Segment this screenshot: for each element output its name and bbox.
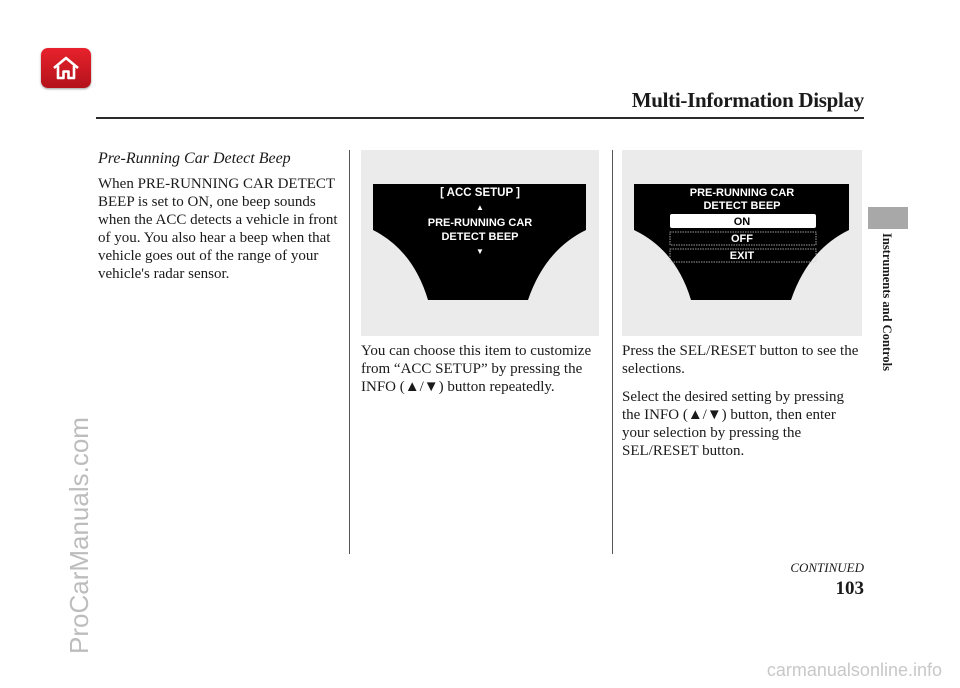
page-title: Multi-Information Display [631,88,864,112]
display-item-line2: DETECT BEEP [441,231,519,243]
section-body: When PRE-RUNNING CAR DETECT BEEP is set to ON, one beep sounds when the ACC detects a vehicle in front of you. You also hear a beep when that vehicle goes out of the range of your vehicle's radar sensor. [98,176,338,282]
instruction-paragraph: Press the SEL/RESET button to see the selections. [622,343,859,377]
watermark-bottom: carmanualsonline.info [766,660,942,680]
option-exit: EXIT [729,250,755,262]
home-icon [51,55,81,81]
option-on: ON [733,216,751,228]
down-arrow-icon: ▼ [476,247,484,256]
column-divider [349,150,350,554]
option-off: OFF [731,233,753,245]
display-menu-title: [ ACC SETUP ] [440,187,520,199]
continued-label: CONTINUED [790,560,864,575]
instruction-paragraph: You can choose this item to customize from “ACC SETUP” by pressing the INFO (▲/▼) button repeatedly. [361,343,592,395]
column-text [622,342,862,470]
header-divider [96,117,864,119]
section-tab-label: Instruments and Controls [880,233,894,371]
page-number: 103 [835,578,864,599]
section-heading: Pre-Running Car Detect Beep [98,150,291,167]
instruction-paragraph: Select the desired setting by pressing the INFO (▲/▼) button, then enter your selection by pressing the SEL/RESET button. [622,389,845,459]
display-item-line2: DETECT BEEP [703,200,781,212]
up-arrow-icon: ▲ [476,203,484,212]
info-display-screen [622,150,862,336]
display-item-line1: PRE-RUNNING CAR [689,187,795,199]
info-display-screen [361,150,599,336]
display-illustration-acc-setup [361,150,599,336]
home-button[interactable] [41,48,91,88]
section-tab-marker [868,207,908,229]
display-item-line1: PRE-RUNNING CAR [427,217,533,229]
column-text [361,342,601,396]
column-divider [612,150,613,554]
display-illustration-beep-options [622,150,862,336]
watermark-left: ProCarManuals.com [64,417,94,654]
